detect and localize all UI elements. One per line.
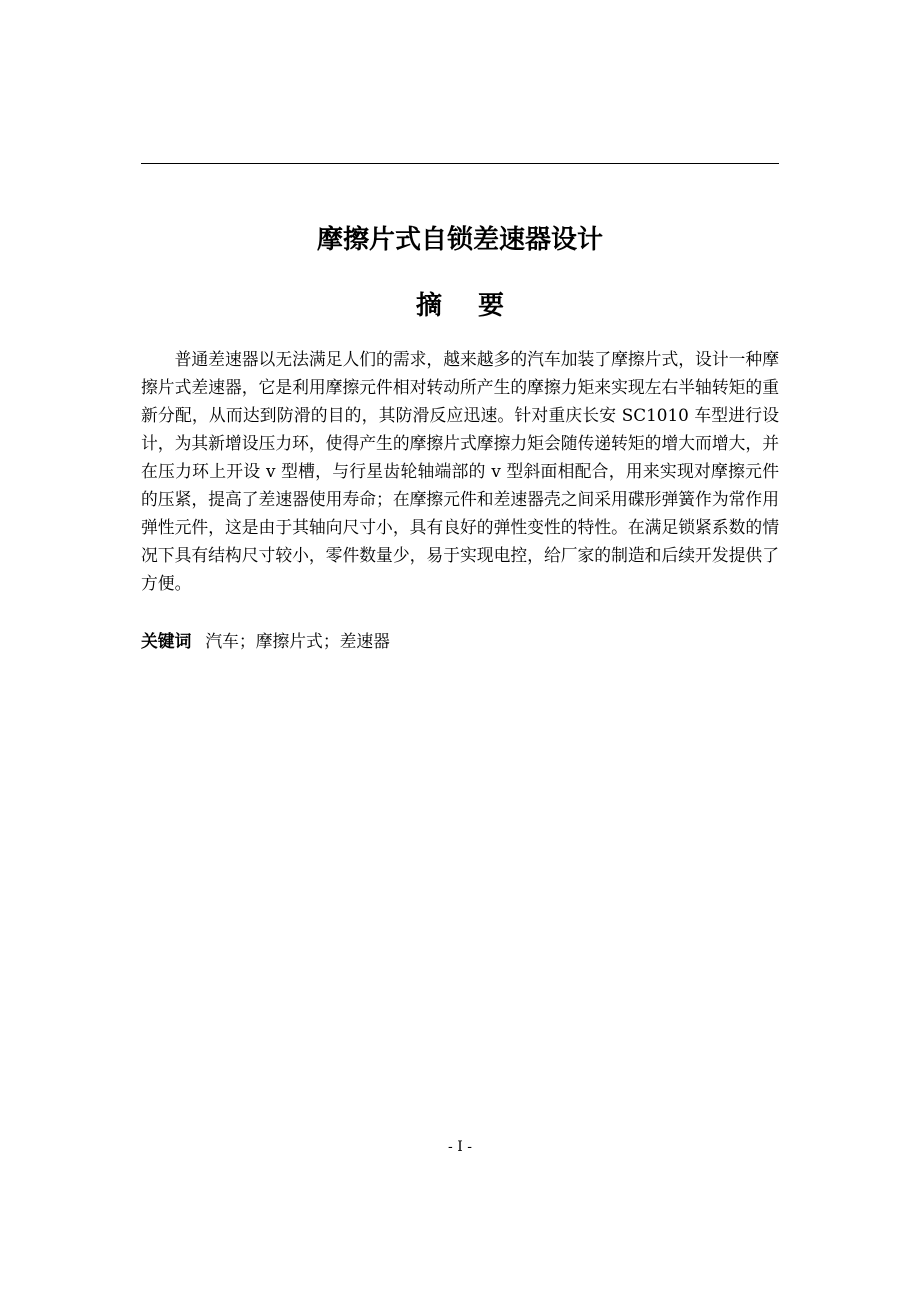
keywords-values: 汽车；摩擦片式；差速器 (205, 631, 390, 651)
document-title: 摩擦片式自锁差速器设计 (316, 225, 603, 255)
header-rule (141, 163, 779, 164)
abstract-body: 普通差速器以无法满足人们的需求，越来越多的汽车加装了摩擦片式，设计一种摩擦片式差速器，它是利用摩擦元件相对转动所产生的摩擦力矩来实现左右半轴转矩的重新分配，从而达到防滑的目的，其防滑反应迅速。针对重庆长安 SC1010 车型进行设计，为其新增设压力环，使得产生的摩擦片式摩擦力矩会随传递转矩的增大而增大，并在压力环上开设 v 型槽，与行星齿轮轴端部的 v 型斜面相配合，用来实现对摩擦元件的压紧，提高了差速器使用寿命；在摩擦元件和差速器壳之间采用碟形弹簧作为常作用弹性元件，这是由于其轴向尺寸小，具有良好的弹性变性的特性。在满足锁紧系数的情况下具有结构尺寸较小，零件数量少，易于实现电控，给厂家的制造和后续开发提供了方便。 (141, 349, 779, 593)
page-number: - I - (448, 1139, 472, 1155)
keywords-label: 关键词 (141, 631, 192, 651)
keywords-line (141, 627, 779, 655)
abstract-heading: 摘要 (415, 291, 540, 321)
